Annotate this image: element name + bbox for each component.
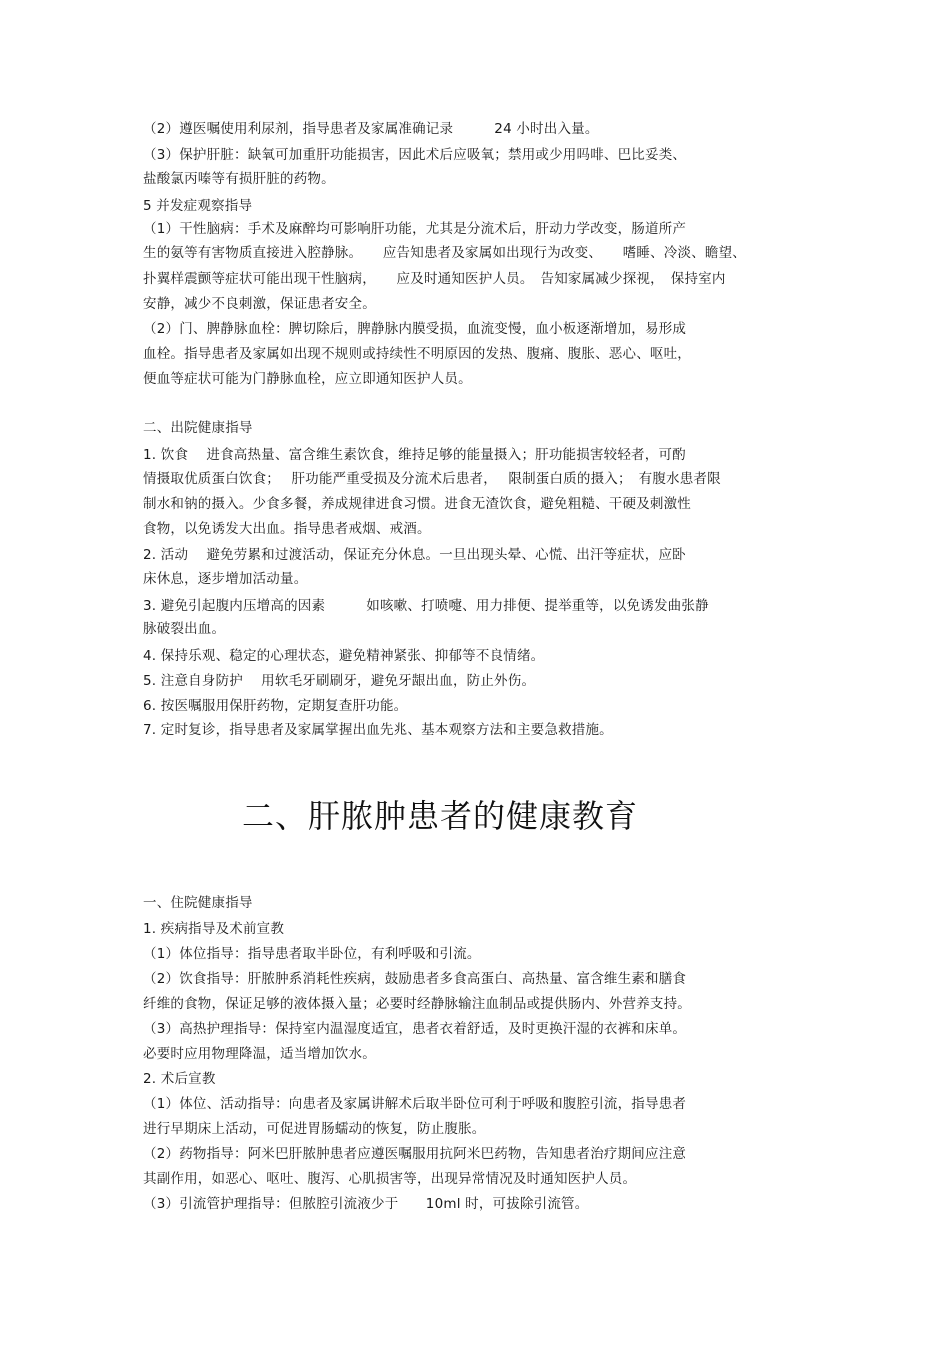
text-line: 2. 术后宣教	[143, 1071, 216, 1087]
text-line: （2）药物指导：阿米巴肝脓肿患者应遵医嘱服用抗阿米巴药物，告知患者治疗期间应注意	[143, 1146, 687, 1162]
text-line: 生的氨等有害物质直接进入腔静脉。 应告知患者及家属如出现行为改变、 嗜睡、冷淡、瞻望、	[143, 245, 746, 261]
text-line: 盐酸氯丙嗪等有损肝脏的药物。	[143, 171, 335, 187]
text-line: （1）干性脑病：手术及麻醉均可影响肝功能，尤其是分流术后，肝动力学改变，肠道所产	[143, 221, 687, 237]
text-line: 3. 避免引起腹内压增高的因素 如咳嗽、打喷嚏、用力排便、提举重等，以免诱发曲张静	[143, 598, 709, 614]
section-heading: 二、出院健康指导	[143, 420, 253, 436]
text-line: （1）体位、活动指导：向患者及家属讲解术后取半卧位可利于呼吸和腹腔引流，指导患者	[143, 1096, 687, 1112]
text-line: 食物，以免诱发大出血。指导患者戒烟、戒酒。	[143, 521, 431, 537]
text-line: 制水和钠的摄入。少食多餐，养成规律进食习惯。进食无渣饮食，避免粗糙、干硬及刺激性	[143, 496, 691, 512]
text-line: 2. 活动 避免劳累和过渡活动，保证充分休息。一旦出现头晕、心慌、出汗等症状，应卧	[143, 547, 686, 563]
text-line: 纤维的食物，保证足够的液体摄入量；必要时经静脉输注血制品或提供肠内、外营养支持。	[143, 996, 691, 1012]
text-line: 4. 保持乐观、稳定的心理状态，避免精神紧张、抑郁等不良情绪。	[143, 648, 545, 664]
text-line: 7. 定时复诊，指导患者及家属掌握出血先兆、基本观察方法和主要急救措施。	[143, 722, 613, 738]
text-line: （2）饮食指导：肝脓肿系消耗性疾病，鼓励患者多食高蛋白、高热量、富含维生素和膳食	[143, 971, 687, 987]
text-line: 床休息，逐步增加活动量。	[143, 571, 308, 587]
page-title: 二、肝脓肿患者的健康教育	[241, 797, 638, 835]
text-line: （2）门、脾静脉血栓：脾切除后，脾静脉内膜受损，血流变慢，血小板逐渐增加，易形成	[143, 321, 687, 337]
text-line: 情摄取优质蛋白饮食； 肝功能严重受损及分流术后患者， 限制蛋白质的摄入； 有腹水患者限	[143, 471, 721, 487]
text-line: （3）引流管护理指导：但脓腔引流液少于 10ml 时，可拔除引流管。	[143, 1196, 589, 1212]
text-line: 进行早期床上活动，可促进胃肠蠕动的恢复，防止腹胀。	[143, 1121, 486, 1137]
text-line: 安静，减少不良刺激，保证患者安全。	[143, 296, 376, 312]
text-line: 1. 疾病指导及术前宣教	[143, 921, 285, 937]
text-line: 血栓。指导患者及家属如出现不规则或持续性不明原因的发热、腹痛、腹胀、恶心、呕吐，	[143, 346, 691, 362]
text-line: 其副作用，如恶心、呕吐、腹泻、心肌损害等，出现异常情况及时通知医护人员。	[143, 1171, 637, 1187]
text-line: （3）高热护理指导：保持室内温湿度适宜，患者衣着舒适，及时更换汗湿的衣裤和床单。	[143, 1021, 687, 1037]
section-heading: 5 并发症观察指导	[143, 198, 253, 214]
text-line: 便血等症状可能为门静脉血栓，应立即通知医护人员。	[143, 371, 472, 387]
text-line: 5. 注意自身防护 用软毛牙刷刷牙，避免牙龈出血，防止外伤。	[143, 673, 536, 689]
text-line: 脉破裂出血。	[143, 621, 226, 637]
section-heading: 一、住院健康指导	[143, 895, 253, 911]
text-line: （1）体位指导：指导患者取半卧位，有利呼吸和引流。	[143, 946, 481, 962]
text-line: （2）遵医嘱使用利尿剂，指导患者及家属准确记录 24 小时出入量。	[143, 121, 599, 137]
text-line: （3）保护肝脏：缺氧可加重肝功能损害，因此术后应吸氧；禁用或少用吗啡、巴比妥类、	[143, 147, 687, 163]
text-line: 必要时应用物理降温，适当增加饮水。	[143, 1046, 376, 1062]
text-line: 1. 饮食 进食高热量、富含维生素饮食，维持足够的能量摄入；肝功能损害较轻者，可酌	[143, 447, 686, 463]
text-line: 6. 按医嘱服用保肝药物，定期复查肝功能。	[143, 698, 408, 714]
text-line: 扑翼样震颤等症状可能出现干性脑病， 应及时通知医护人员。 告知家属减少探视， 保持室内	[143, 271, 726, 287]
